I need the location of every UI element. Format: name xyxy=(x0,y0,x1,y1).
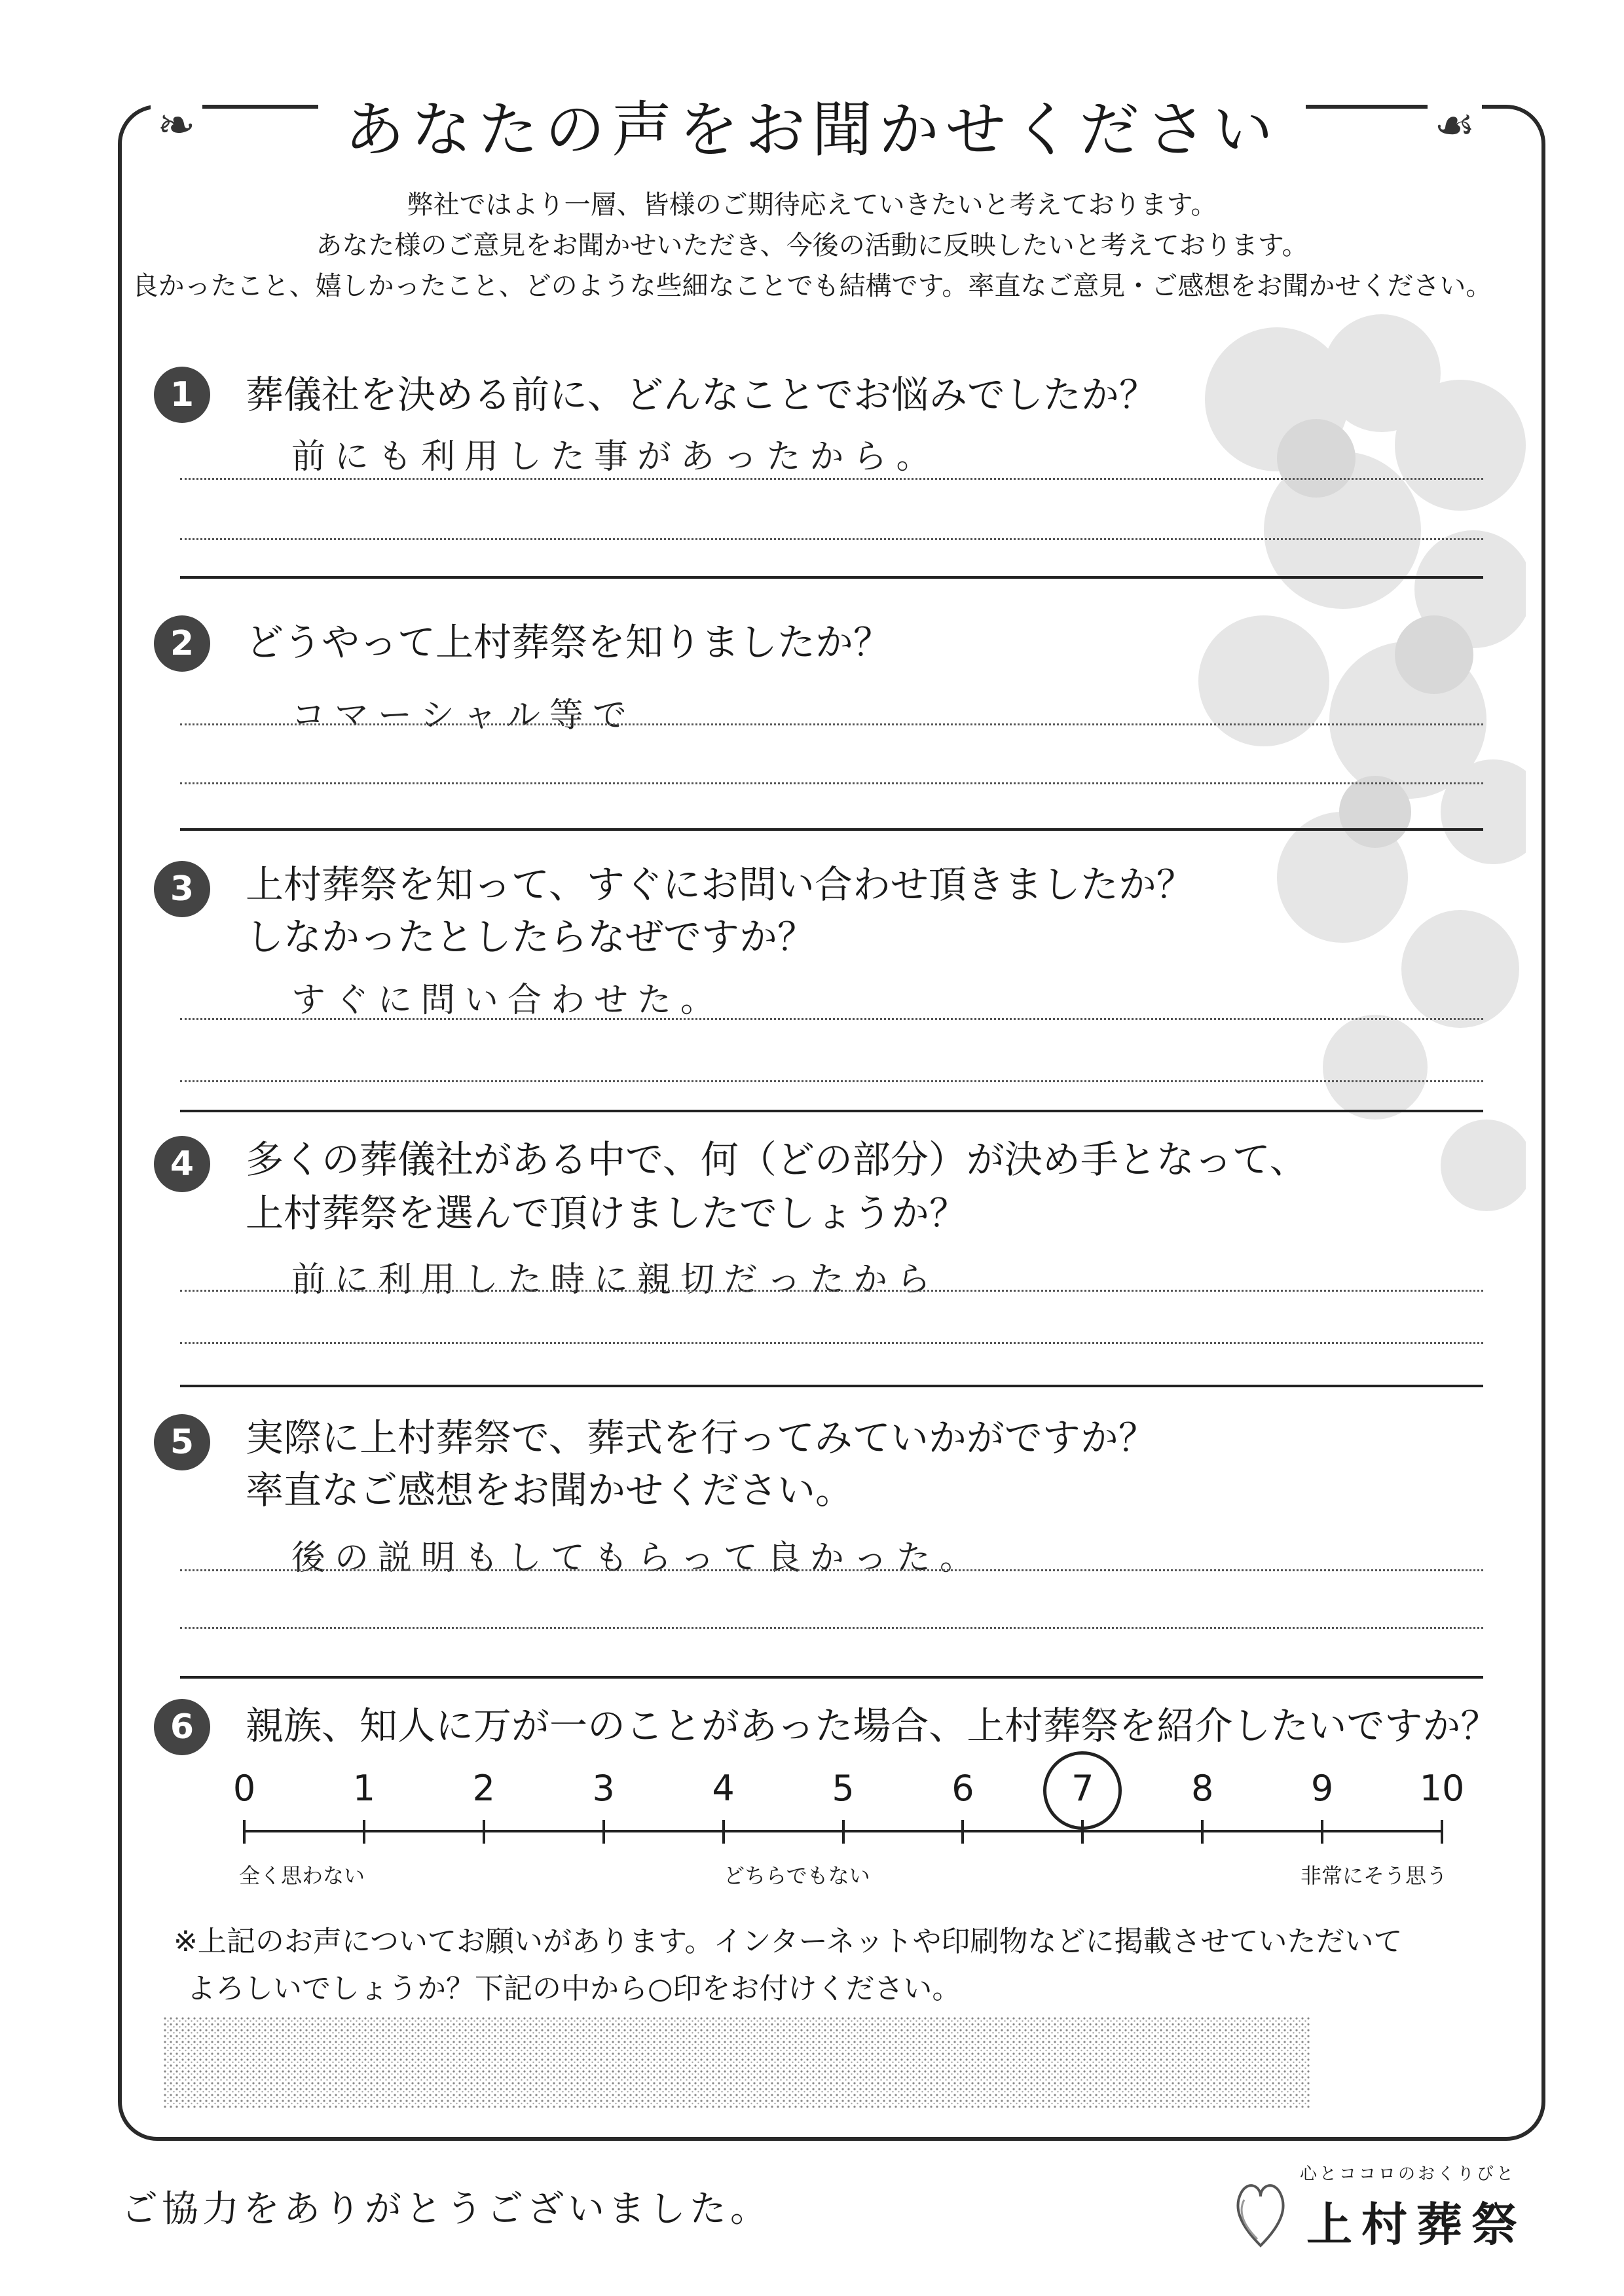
scale-tick-label-2: 2 xyxy=(472,1768,495,1809)
scale-tick xyxy=(722,1820,725,1844)
answer-line xyxy=(180,1569,1483,1571)
section-divider xyxy=(180,1385,1483,1387)
scale-tick xyxy=(961,1820,964,1844)
scale-tick xyxy=(1201,1820,1204,1844)
scale-tick-label-3: 3 xyxy=(592,1768,615,1809)
scale-tick-label-0: 0 xyxy=(232,1768,256,1809)
answer-line xyxy=(180,478,1483,480)
rating-scale xyxy=(232,1768,1465,1899)
scale-tick xyxy=(842,1820,845,1844)
question-text: どうやって上村葬祭を知りましたか？ xyxy=(246,620,892,665)
question-number-badge: 1 xyxy=(154,367,210,423)
scale-tick xyxy=(1441,1820,1443,1844)
answer-line xyxy=(180,1018,1483,1020)
thanks-message: ご協力をありがとうございました。 xyxy=(121,2188,771,2231)
intro-text: 弊社ではより一層、皆様のご期待応えていきたいと考えております。 あなた様のご意見をお聞かせいただき、今後の活動に反映したいと考えております。 良かったこと、嬉しかったこと、どのような些細なことでも結構です。率直なご意見・ご感想をお聞かせください。 xyxy=(132,190,1492,301)
answer-text: 前にも利用した事があったから。 xyxy=(291,437,940,477)
scale-tick xyxy=(243,1820,246,1844)
scale-tick-label-6: 6 xyxy=(951,1768,974,1809)
section-divider xyxy=(180,1676,1483,1679)
logo-tagline: 心とココロのおくりびと xyxy=(1300,2164,1517,2184)
question-number-badge: 5 xyxy=(154,1414,210,1470)
answer-line xyxy=(180,1342,1483,1344)
scale-left-label: 全く思わない xyxy=(239,1863,365,1888)
section-divider xyxy=(180,828,1483,831)
answer-text: コマーシャル等で xyxy=(291,696,636,735)
question-number-badge: 4 xyxy=(154,1136,210,1192)
section-divider xyxy=(180,576,1483,579)
question-number-badge: 2 xyxy=(154,615,210,672)
scale-tick-label-5: 5 xyxy=(832,1768,855,1809)
question-text: 親族、知人に万が一のことがあった場合、上村葬祭を紹介したいですか？ xyxy=(246,1704,1499,1748)
page-title: あなたの声をお聞かせください xyxy=(0,82,1624,168)
answer-text: 前に利用した時に親切だったから xyxy=(291,1260,940,1300)
answer-line xyxy=(180,1627,1483,1629)
scale-tick xyxy=(483,1820,485,1844)
scale-tick-label-8: 8 xyxy=(1191,1768,1214,1809)
scale-right-label: 非常にそう思う xyxy=(1300,1863,1447,1888)
scale-tick-label-10: 10 xyxy=(1419,1768,1465,1809)
question-text: 多くの葬儀社がある中で、何（どの部分）が決め手となって、 xyxy=(246,1137,1308,1182)
scale-tick xyxy=(363,1820,365,1844)
logo-brand-name: 上村葬祭 xyxy=(1306,2198,1526,2251)
answer-line xyxy=(180,1080,1483,1082)
answer-text: 後の説明もしてもらって良かった。 xyxy=(291,1539,984,1578)
scale-mid-label: どちらでもない xyxy=(724,1863,870,1888)
selected-rating-circle xyxy=(1043,1751,1122,1830)
publication-note: ※上記のお声についてお願いがあります。インターネットや印刷物などに掲載させていただいて よろしいでしょうか？下記の中から○印をお付けください。 xyxy=(174,1925,1403,2005)
scale-tick-label-1: 1 xyxy=(352,1768,376,1809)
heart-logo-icon xyxy=(1231,2167,1290,2252)
left-ornament-icon: ❧ xyxy=(151,98,202,152)
answer-line xyxy=(180,538,1483,540)
question-number-badge: 3 xyxy=(154,861,210,917)
scale-tick-label-4: 4 xyxy=(712,1768,735,1809)
question-text: 葬儀社を決める前に、どんなことでお悩みでしたか？ xyxy=(246,373,1158,417)
answer-line xyxy=(180,723,1483,725)
question-text: 実際に上村葬祭で、葬式を行ってみていかがですか？ xyxy=(246,1415,1156,1460)
answer-text: すぐに問い合わせた。 xyxy=(291,981,724,1020)
scale-tick xyxy=(1321,1820,1323,1844)
scale-tick xyxy=(602,1820,605,1844)
scale-tick-label-9: 9 xyxy=(1310,1768,1334,1809)
company-logo xyxy=(1218,2160,1545,2265)
redacted-area xyxy=(164,2016,1310,2108)
question-text: 率直なご感想をお聞かせください。 xyxy=(246,1468,854,1512)
answer-line xyxy=(180,782,1483,784)
right-ornament-icon: ☙ xyxy=(1428,98,1482,152)
scale-tick-label-7: 7 xyxy=(1071,1768,1094,1809)
answer-line xyxy=(180,1290,1483,1292)
question-text: 上村葬祭を選んで頂けましたでしょうか？ xyxy=(246,1191,968,1235)
question-number-badge: 6 xyxy=(154,1699,210,1755)
question-text: しなかったとしたらなぜですか？ xyxy=(246,915,816,959)
question-text: 上村葬祭を知って、すぐにお問い合わせ頂きましたか？ xyxy=(246,862,1194,907)
section-divider xyxy=(180,1110,1483,1112)
